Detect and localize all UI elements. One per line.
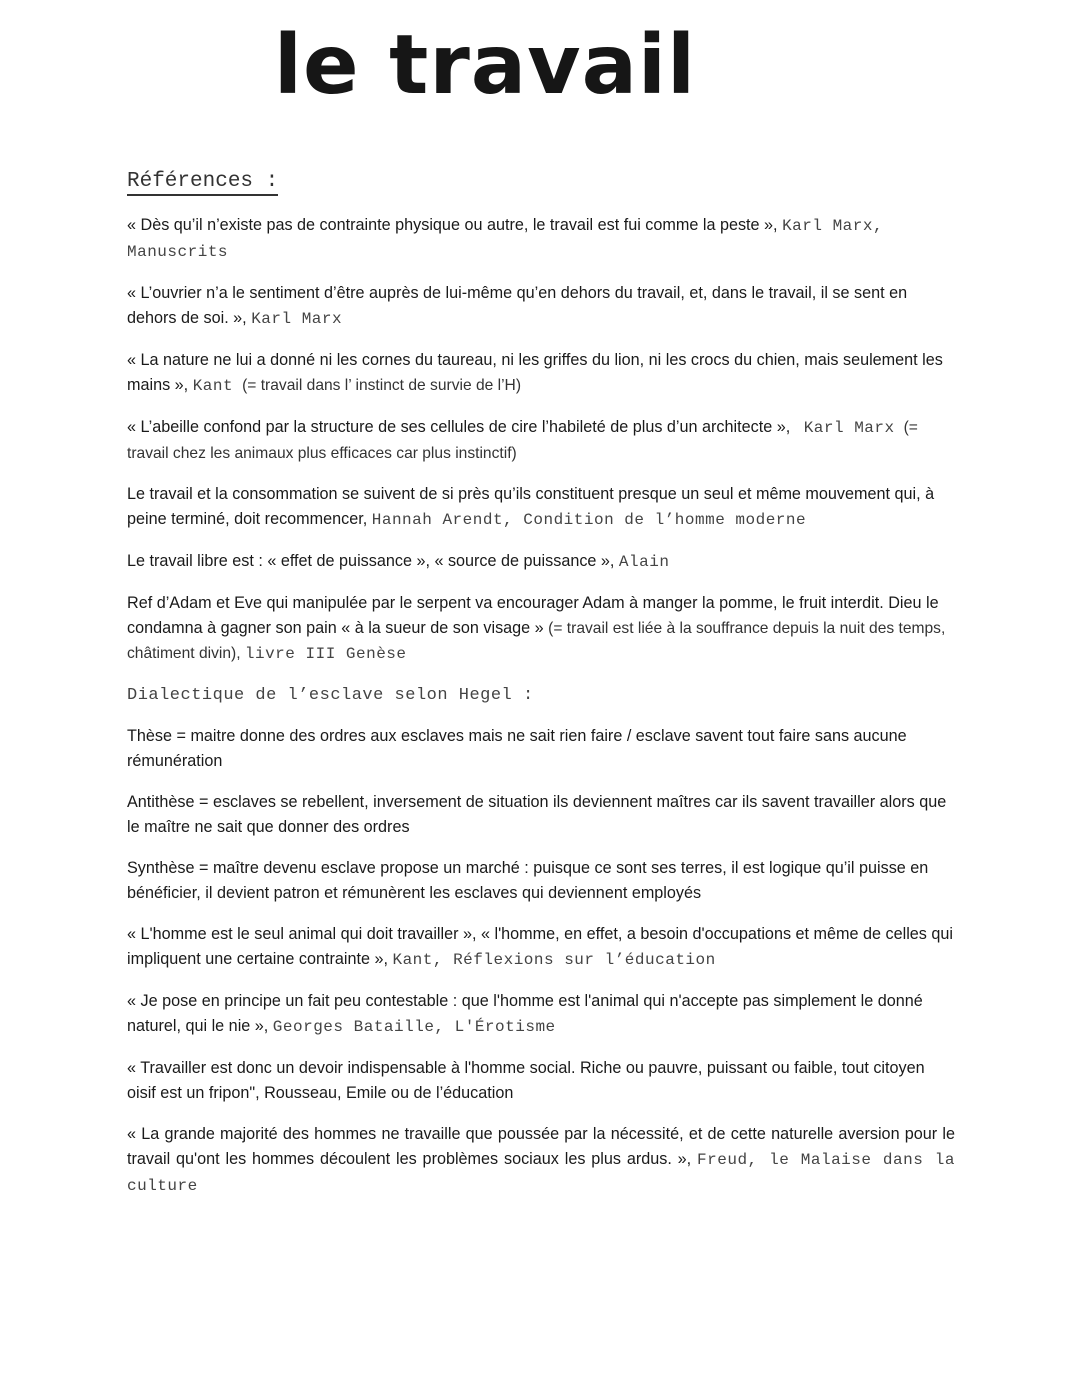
- hegel-antithese: Antithèse = esclaves se rebellent, inversement de situation ils deviennent maîtres car ils savent travailler alors que le maître ne sait que donner des ordres: [127, 793, 947, 836]
- quote-rousseau: [127, 1056, 955, 1106]
- quote-text: « Je pose en principe un fait peu contestable : que l'homme est l'animal qui n'accepte pas simplement le donné naturel, qui le nie »,: [127, 992, 923, 1035]
- quote-freud: [127, 1122, 955, 1199]
- quote-marx-abeille: [127, 415, 955, 466]
- quote-text: Le travail libre est : « effet de puissance », « source de puissance »,: [127, 552, 619, 570]
- quote-text: « L’ouvrier n’a le sentiment d’être auprès de lui-même qu’en dehors du travail, et, dans le travail, il se sent en dehors de soi. »,: [127, 284, 908, 327]
- references-heading: Références :: [127, 170, 278, 196]
- quote-text: « L'homme est le seul animal qui doit travailler », « l'homme, en effet, a besoin d'occupations et même de celles qui impliquent une certaine contrainte »,: [127, 925, 953, 968]
- quote-marx-ouvrier: [127, 281, 955, 332]
- quote-note: (= travail dans l’ instinct de survie de l’H): [242, 377, 522, 394]
- quote-text: « Travailler est donc un devoir indispensable à l'homme social. Riche ou pauvre, puissant ou faible, tout citoyen oisif est un fripon", Rousseau, Emile ou de l’éducation: [127, 1059, 925, 1102]
- quote-text: « La grande majorité des hommes ne travaille que poussée par la nécessité, et de cette naturelle aversion pour le travail qu'ont les hommes découlent les problèmes sociaux les plus ardus. »,: [127, 1125, 955, 1168]
- quote-text: « Dès qu’il n’existe pas de contrainte physique ou autre, le travail est fui comme la peste »,: [127, 216, 783, 234]
- document-body: [127, 170, 955, 1215]
- hegel-these: Thèse = maitre donne des ordres aux esclaves mais ne sait rien faire / esclave savent tout faire sans aucune rémunération: [127, 727, 907, 770]
- quote-source: Hannah Arendt, Condition de l’homme moderne: [371, 511, 807, 529]
- quote-note: (= travail est liée à la souffrance depuis la nuit des temps, châtiment divin),: [127, 620, 946, 662]
- quote-source: Alain: [618, 553, 670, 571]
- quote-source: Georges Bataille, L'Érotisme: [272, 1018, 556, 1036]
- quote-note: (= travail chez les animaux plus efficaces car plus instinctif): [127, 419, 918, 462]
- page-title: le travail: [273, 18, 697, 113]
- quote-text: Le travail et la consommation se suivent de si près qu’ils constituent presque un seul et même mouvement qui, à peine terminé, doit recommencer,: [127, 485, 935, 528]
- quote-kant-nature: [127, 348, 955, 399]
- quote-genese: [127, 591, 955, 667]
- quote-source: Kant: [192, 377, 234, 395]
- quote-text: Ref d’Adam et Eve qui manipulée par le serpent va encourager Adam à manger la pomme, le fruit interdit. Dieu le condamna à gagner son pain « à la sueur de son visage »: [127, 594, 939, 637]
- hegel-synthese: Synthèse = maître devenu esclave propose un marché : puisque ce sont ses terres, il est logique qu’il puisse en bénéficier, il devient patron et rémunèrent les esclaves qui deviennent employés: [127, 859, 929, 902]
- quote-source: Freud, le Malaise dans la culture: [127, 1151, 955, 1195]
- quote-source: Karl Marx: [251, 310, 343, 328]
- quote-marx-manuscrits: [127, 213, 955, 265]
- quote-bataille: [127, 989, 955, 1040]
- quote-kant-animal: [127, 922, 955, 973]
- quote-source: Kant, Réflexions sur l’éducation: [392, 951, 716, 969]
- quote-source: Karl Marx: [803, 419, 895, 437]
- quote-source: Karl Marx, Manuscrits: [127, 217, 884, 261]
- hegel-heading: Dialectique de l’esclave selon Hegel :: [127, 686, 534, 705]
- quote-alain: [127, 549, 955, 575]
- quote-text: « L’abeille confond par la structure de ses cellules de cire l’habileté de plus d’un architecte »,: [127, 418, 795, 436]
- quote-text: « La nature ne lui a donné ni les cornes du taureau, ni les griffes du lion, ni les crocs du chien, mais seulement les mains »,: [127, 351, 943, 394]
- quote-source: livre III Genèse: [244, 645, 407, 663]
- quote-arendt: [127, 482, 955, 533]
